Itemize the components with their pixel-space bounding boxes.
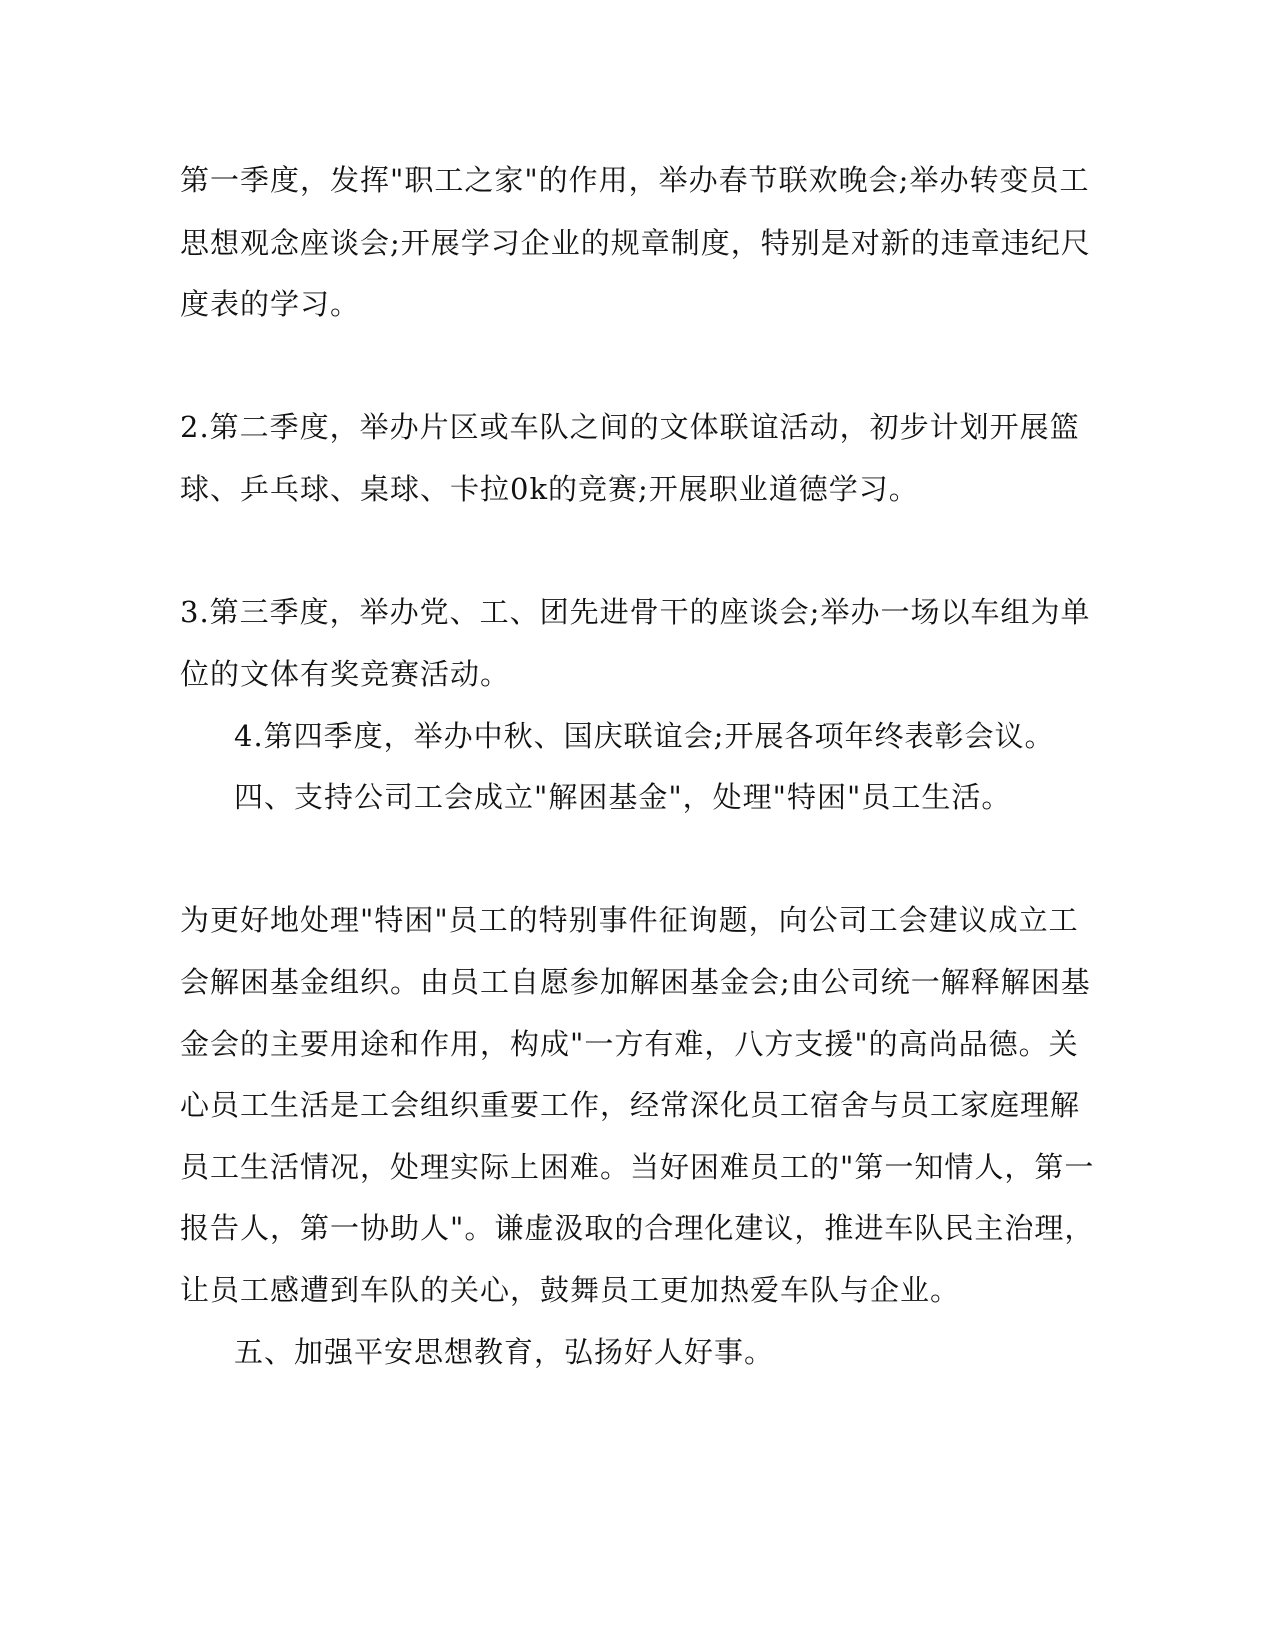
text-line: 球、乒乓球、桌球、卡拉0k的竞赛;开展职业道德学习。 [180,472,919,506]
text-line: 3.第三季度，举办党、工、团先进骨干的座谈会;举办一场以车组为单 [180,595,1091,629]
text-line: 心员工生活是工会组织重要工作，经常深化员工宿舍与员工家庭理解 [180,1088,1081,1122]
text-line: 报告人，第一协助人"。谦虚汲取的合理化建议，推进车队民主治理， [180,1211,1095,1245]
text-line: 金会的主要用途和作用，构成"一方有难，八方支援"的高尚品德。关 [180,1027,1079,1061]
text-line: 4.第四季度，举办中秋、国庆联谊会;开展各项年终表彰会议。 [234,719,1055,753]
text-line: 第一季度，发挥"职工之家"的作用，举办春节联欢晚会;举办转变员工 [180,163,1090,197]
text-line: 员工生活情况，处理实际上困难。当好困难员工的"第一知情人，第一 [180,1150,1095,1184]
text-line: 为更好地处理"特困"员工的特别事件征询题，向公司工会建议成立工 [180,903,1079,937]
text-line: 度表的学习。 [180,287,361,321]
section-heading: 五、加强平安思想教育，弘扬好人好事。 [234,1335,775,1369]
text-line: 思想观念座谈会;开展学习企业的规章制度，特别是对新的违章违纪尺 [180,226,1091,260]
section-heading: 四、支持公司工会成立"解困基金"，处理"特困"员工生活。 [234,780,1012,814]
text-line: 会解困基金组织。由员工自愿参加解困基金会;由公司统一解释解困基 [180,965,1091,999]
text-line: 让员工感遭到车队的关心，鼓舞员工更加热爱车队与企业。 [180,1273,961,1307]
text-line: 位的文体有奖竞赛活动。 [180,657,511,691]
text-line: 2.第二季度，举办片区或车队之间的文体联谊活动，初步计划开展篮 [180,410,1080,444]
